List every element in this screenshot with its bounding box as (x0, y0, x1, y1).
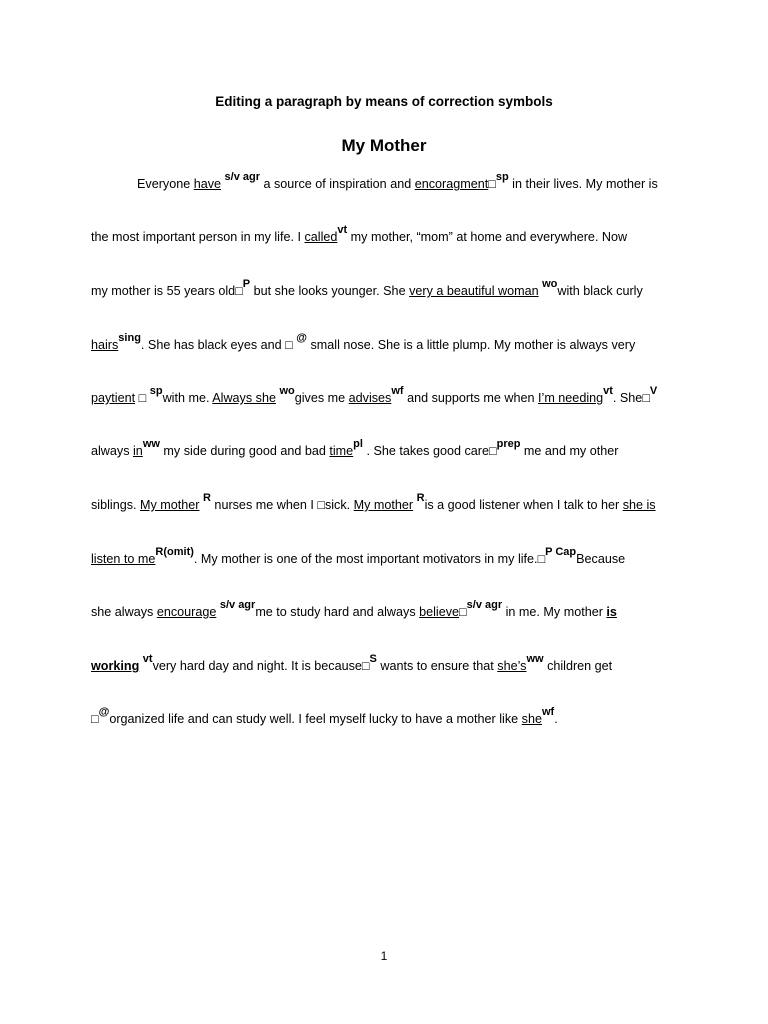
correction-symbol: wf (541, 706, 555, 718)
text-segment: □ (91, 712, 99, 726)
text-segment: . She has black eyes and (140, 338, 286, 352)
paragraph-line (91, 599, 691, 620)
marked-error: hairs (91, 338, 119, 352)
text-segment: □ (235, 284, 243, 298)
marked-error: Always she (212, 391, 276, 405)
paragraph-line (91, 438, 691, 459)
text-segment: □ (361, 659, 370, 673)
text-segment: siblings. (91, 498, 140, 512)
correction-symbol: vt (337, 224, 348, 236)
marked-error: My mother (140, 498, 200, 512)
text-segment: with black curly (557, 284, 643, 298)
correction-symbol: sp (149, 385, 163, 397)
marked-error: listen to me (91, 552, 156, 566)
marked-error: have (193, 177, 222, 191)
correction-symbol: pl (353, 438, 363, 450)
marked-error: paytient (91, 391, 136, 405)
paragraph-line (91, 546, 691, 567)
text-segment: □ (488, 177, 496, 191)
marked-error: very a beautiful woman (409, 284, 539, 298)
paragraph-line (91, 706, 691, 727)
text-segment: a source of inspiration and (259, 177, 415, 191)
correction-symbol: @ (296, 332, 307, 344)
text-segment: □ (317, 498, 325, 512)
text-segment: nurses me when I (210, 498, 318, 512)
text-segment: □ (537, 552, 546, 566)
text-segment: my mother, “mom” at home and everywhere. Now (347, 230, 628, 244)
marked-error: advises (348, 391, 392, 405)
correction-symbol: s/v agr (224, 171, 260, 183)
text-segment: my mother is 55 years old (91, 284, 236, 298)
correction-symbol: s/v agr (466, 599, 503, 611)
paragraph-line (91, 332, 691, 353)
text-segment: is a good listener when I talk to her (424, 498, 623, 512)
text-segment: children get (543, 659, 613, 673)
text-segment: Because (576, 552, 626, 566)
paragraph-line (91, 224, 691, 245)
text-segment: always (91, 444, 133, 458)
paragraph-line (91, 385, 691, 406)
correction-symbol: R (416, 492, 425, 504)
paragraph-line (91, 653, 691, 674)
text-segment: wants to ensure that (376, 659, 498, 673)
text-segment: but she looks younger. She (250, 284, 410, 298)
text-segment: □ (285, 338, 293, 352)
text-segment: . (554, 712, 558, 726)
text-segment: sick. (324, 498, 354, 512)
text-segment: Everyone (137, 177, 194, 191)
correction-symbol: ww (142, 438, 160, 450)
paragraph-line (91, 492, 691, 513)
text-segment (221, 177, 225, 191)
marked-error: working (91, 659, 140, 673)
correction-symbol: vt (603, 385, 613, 397)
text-segment: very hard day and night. It is because (152, 659, 362, 673)
text-segment: □ (138, 391, 147, 405)
page-number: 1 (380, 949, 388, 963)
text-segment: . She takes good care (362, 444, 489, 458)
marked-error: is (606, 605, 617, 619)
correction-symbol: vt (142, 653, 153, 665)
paragraph-line (91, 278, 691, 299)
text-segment: in their lives. My mother is (508, 177, 658, 191)
marked-error: time (329, 444, 354, 458)
text-segment: . She (612, 391, 643, 405)
marked-error: she (521, 712, 542, 726)
correction-symbol: V (649, 385, 658, 397)
text-segment: in me. My mother (502, 605, 607, 619)
text-segment: small nose. She is a little plump. My mother is always very (307, 338, 636, 352)
marked-error: in (133, 444, 143, 458)
correction-symbol: @ (98, 706, 110, 718)
marked-error: encourage (156, 605, 217, 619)
text-segment: she always (91, 605, 157, 619)
correction-symbol: ww (526, 653, 544, 665)
paragraph-line (91, 171, 737, 192)
correction-symbol: sp (495, 171, 509, 183)
text-segment: □ (488, 444, 497, 458)
text-segment: my side during good and bad (159, 444, 330, 458)
document-title: My Mother (341, 136, 427, 155)
correction-symbol: sing (118, 332, 141, 344)
correction-symbol: P Cap (545, 546, 577, 558)
correction-symbol: wo (279, 385, 295, 397)
marked-error: believe (419, 605, 460, 619)
text-segment: . My mother is one of the most important motivators in my life. (193, 552, 538, 566)
correction-symbol: R(omit) (155, 546, 194, 558)
marked-error: she’s (497, 659, 527, 673)
text-segment: organized life and can study well. I feel myself lucky to have a mother like (109, 712, 522, 726)
page-heading: Editing a paragraph by means of correction symbols (215, 94, 553, 109)
correction-symbol: P (242, 278, 251, 290)
correction-symbol: s/v agr (219, 599, 256, 611)
marked-error: encoragment (414, 177, 489, 191)
marked-error: My mother (353, 498, 414, 512)
text-segment: gives me (294, 391, 349, 405)
marked-error: she is (622, 498, 656, 512)
correction-symbol: wo (542, 278, 558, 290)
text-segment: and supports me when (403, 391, 539, 405)
text-segment: me to study hard and always (255, 605, 420, 619)
marked-error: called (304, 230, 338, 244)
correction-symbol: S (369, 653, 377, 665)
text-segment: □ (459, 605, 467, 619)
correction-symbol: R (202, 492, 211, 504)
text-segment: the most important person in my life. I (91, 230, 305, 244)
text-segment: with me. (162, 391, 213, 405)
text-segment: □ (642, 391, 650, 405)
correction-symbol: prep (496, 438, 521, 450)
marked-error: I’m needing (538, 391, 604, 405)
text-segment: me and my other (520, 444, 619, 458)
correction-symbol: wf (391, 385, 404, 397)
